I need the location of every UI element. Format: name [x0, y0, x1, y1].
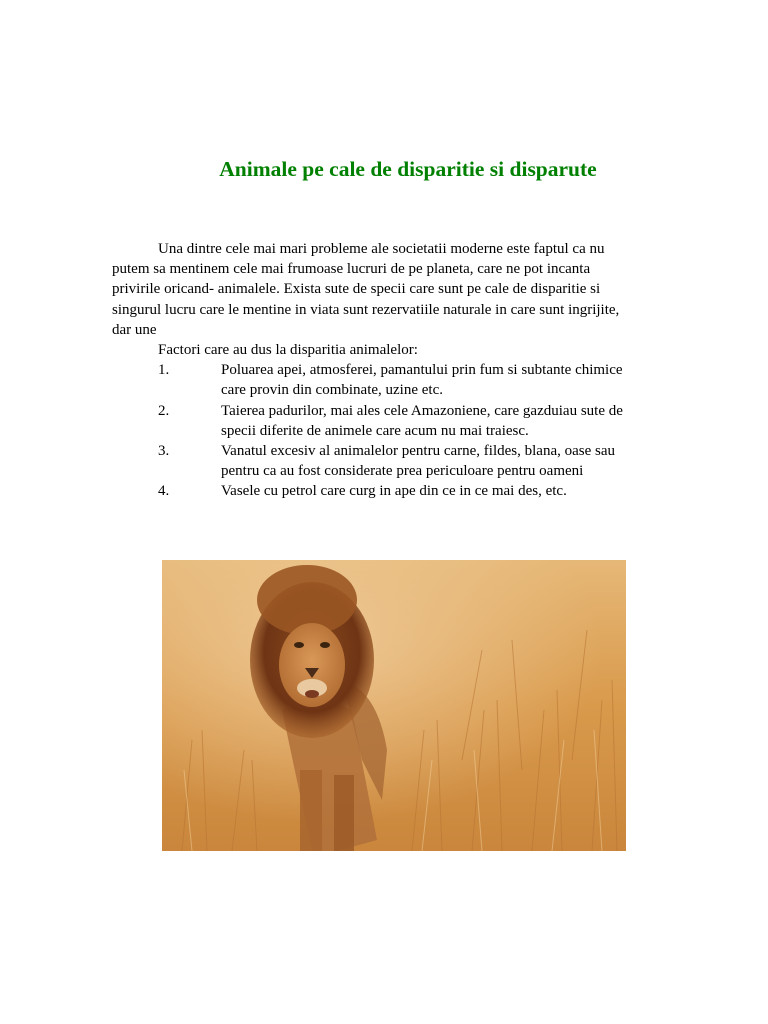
list-item-text: Poluarea apei, atmosferei, pamantului prin fum si subtante chimice care provin din combinate, uzine etc. — [221, 362, 623, 399]
intro-paragraph: Una dintre cele mai mari probleme ale societatii moderne este faptul ca nu putem sa mentinem cele mai frumoase lucruri de pe planeta, care ne pot incanta privirile oricand- animalele. Exista sute de specii care sunt pe cale de disparitie si singurul lucru care le mentine in viata sunt rezervatiile naturale in care sunt ingrijite, dar une — [112, 241, 620, 338]
lion-photo — [162, 560, 626, 851]
list-item-number: 1. — [158, 362, 170, 379]
list-item-text: Vasele cu petrol care curg in ape din ce in ce mai des, etc. — [221, 483, 567, 500]
list-item — [112, 360, 642, 400]
list-item — [112, 441, 642, 481]
factors-heading: Factori care au dus la disparitia animalelor: — [158, 342, 418, 359]
list-item-text: Taierea padurilor, mai ales cele Amazoniene, care gazduiau sute de specii diferite de animele care acum nu mai traiesc. — [221, 402, 623, 439]
document-body — [112, 239, 642, 502]
list-item-text: Vanatul excesiv al animalelor pentru carne, fildes, blana, oase sau pentru ca au fost considerate prea periculoare pentru oameni — [221, 443, 616, 480]
list-item-number: 2. — [158, 402, 170, 419]
list-item — [112, 481, 642, 501]
lion-photo-icon — [162, 560, 626, 851]
factors-list — [112, 360, 642, 501]
page-title: Animale pe cale de disparitie si disparute — [219, 157, 597, 181]
list-item-number: 4. — [158, 483, 170, 500]
list-item — [112, 401, 642, 441]
list-item-number: 3. — [158, 443, 170, 460]
